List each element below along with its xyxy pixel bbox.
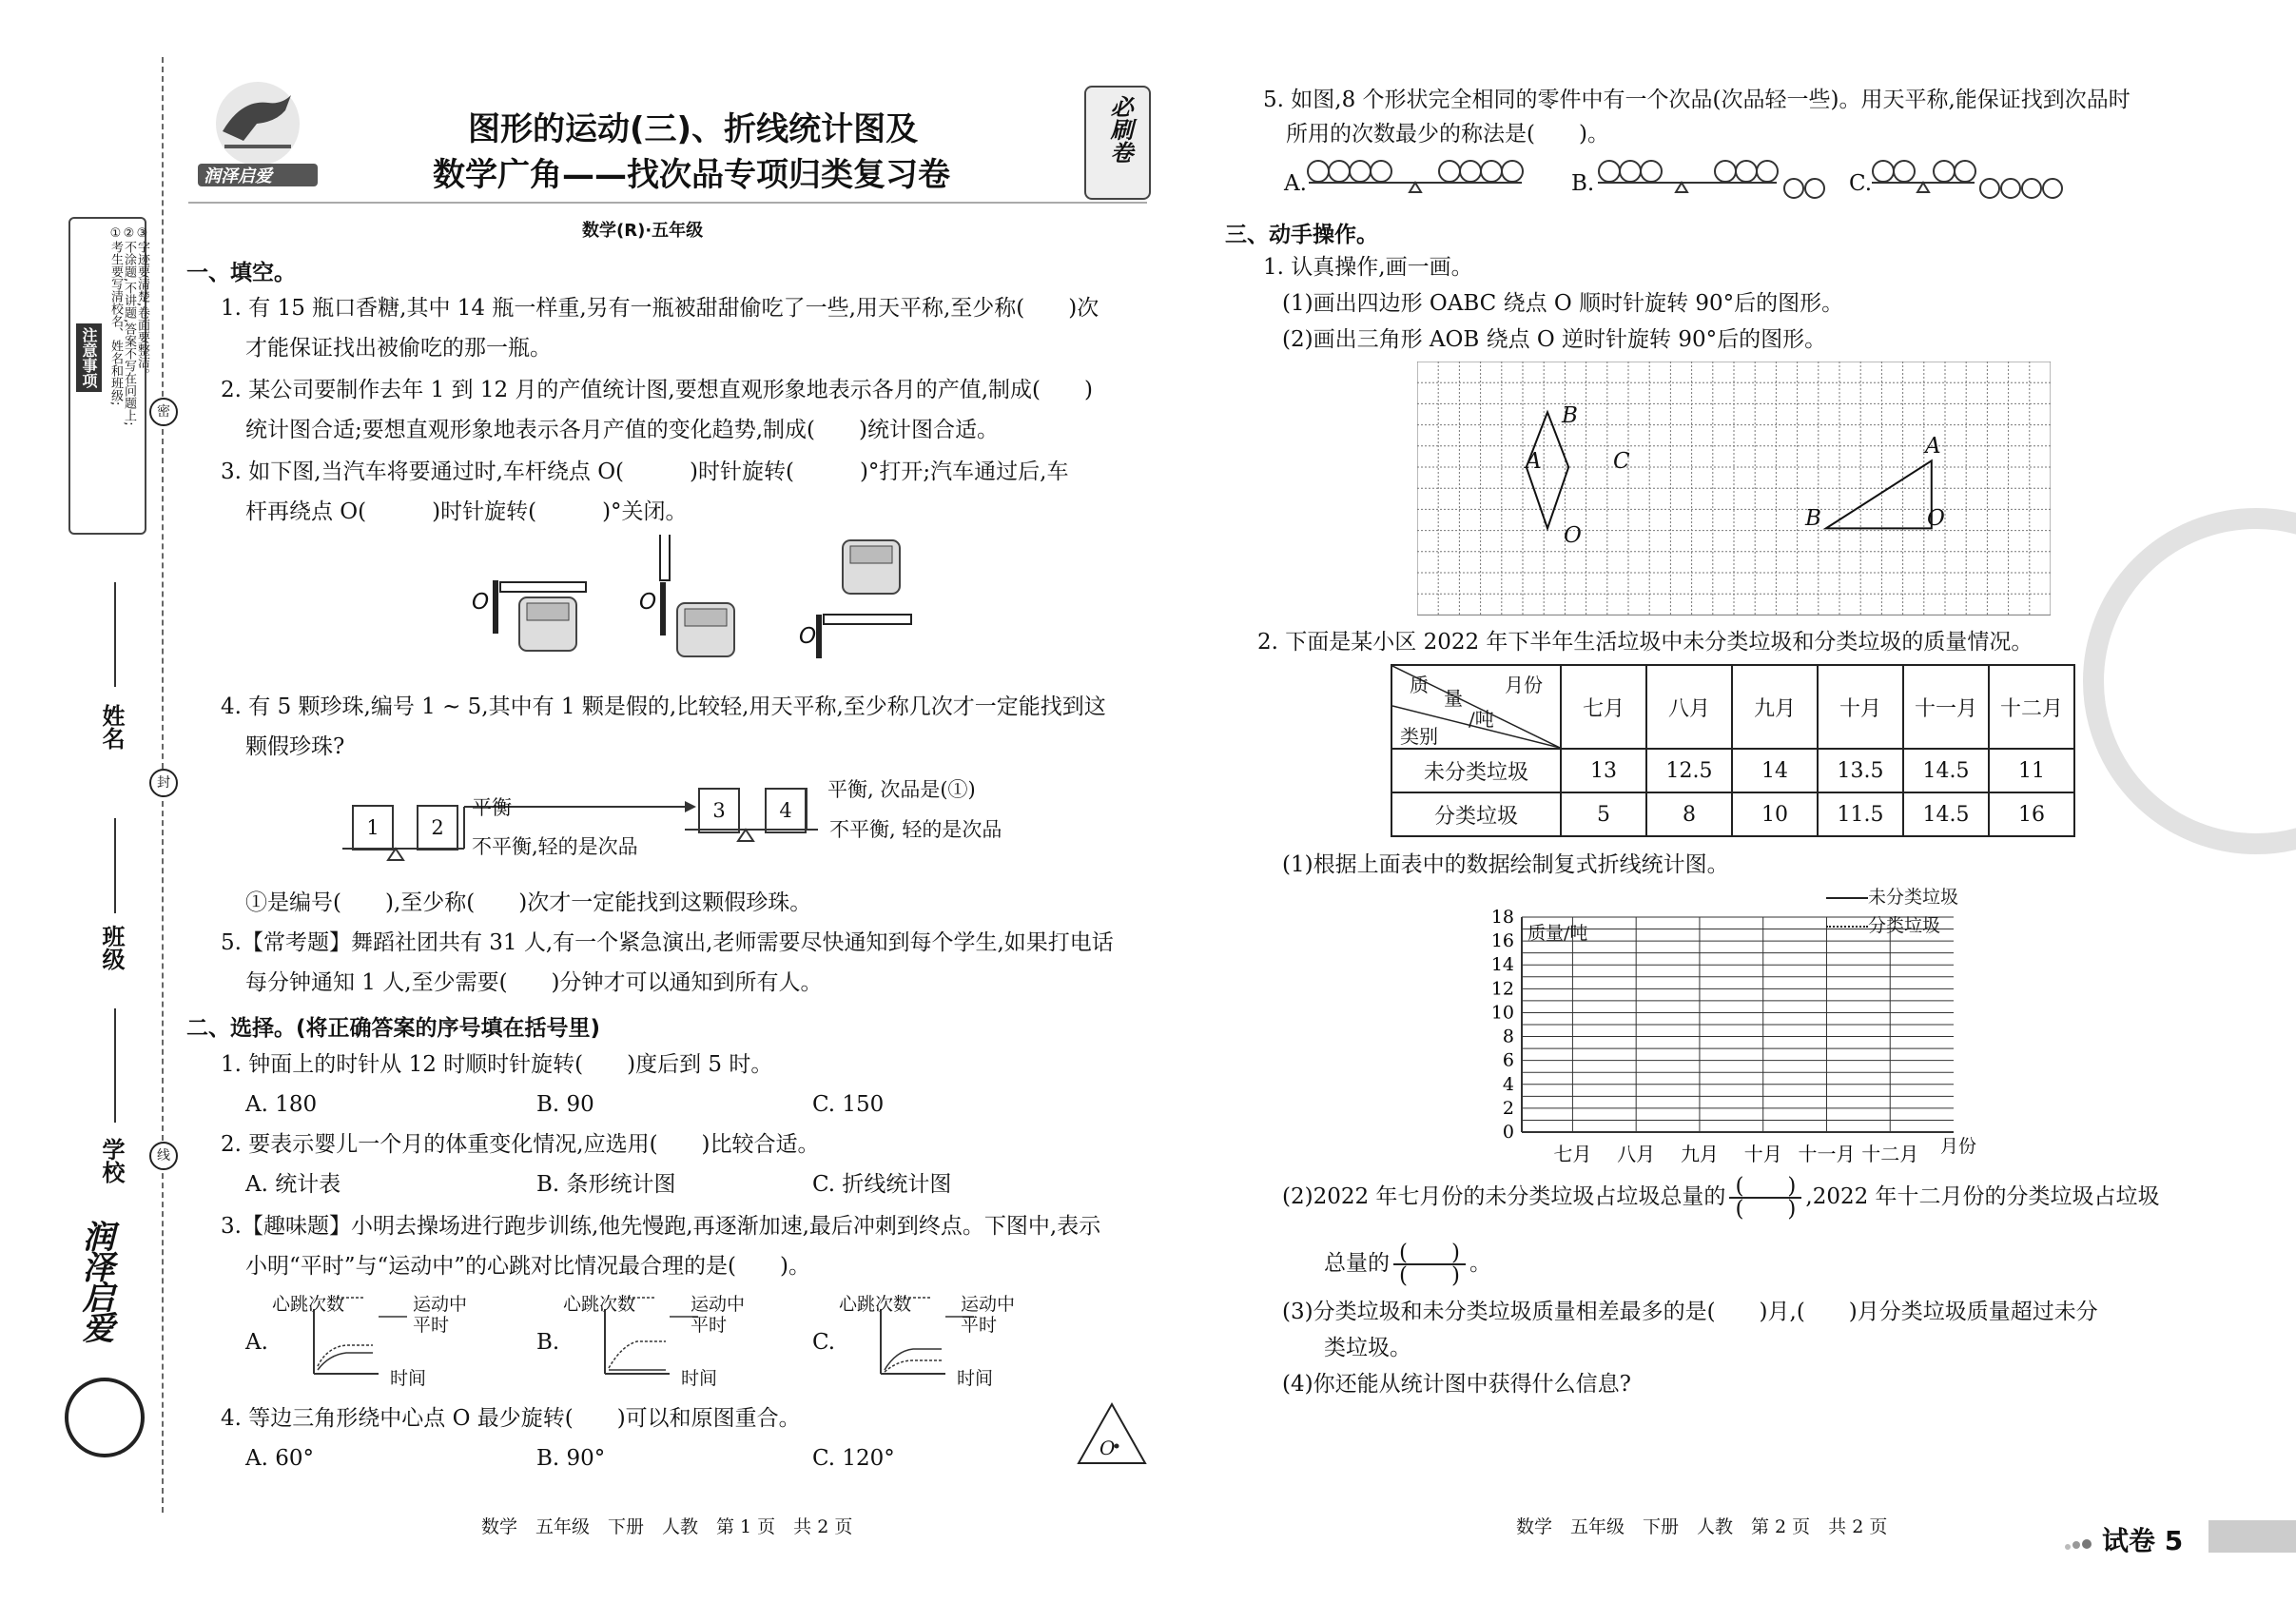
hr-a-xlabel: 时间 [390, 1368, 427, 1389]
corner-zhi: 质 [1410, 674, 1429, 696]
notice-line-2: ②不涂题,不讲题,答案不写在问题上; [122, 226, 136, 426]
p1-q4-line3: ①是编号( ),至少称( )次才一定能找到这颗假珍珠。 [245, 890, 812, 915]
y-tick-label: 12 [1490, 978, 1514, 1000]
p3-q2-3-line2: 类垃圾。 [1324, 1336, 1411, 1360]
p2-q1-opt-b[interactable]: B. 90 [536, 1092, 594, 1117]
table-cell: 14.5 [1903, 792, 1989, 836]
table-row [1391, 749, 2074, 792]
class-blank[interactable] [114, 818, 116, 913]
p1-q1-line2: 才能保证找出被偷吃的那一瓶。 [245, 336, 552, 361]
hr-c-leg2: 平时 [961, 1315, 998, 1336]
y-tick-label: 8 [1502, 1026, 1514, 1047]
p3-q1-1: (1)画出四边形 OABC 绕点 O 顺时针旋转 90°后的图形。 [1282, 291, 1844, 316]
p2-q1: 1. 钟面上的时针从 12 时顺时针旋转( )度后到 5 时。 [221, 1052, 773, 1077]
pearl-right-unbalanced: 不平衡, 轻的是次品 [829, 818, 1002, 841]
parts-balance-figure [1282, 152, 2119, 205]
table-corner [1391, 665, 1561, 749]
p3-q2-2-line1: (2)2022 年七月份的未分类垃圾占垃圾总量的 $\frac{( )}{( )} ,2022$ 年十二月份的分类垃圾占垃圾 [1282, 1174, 2160, 1222]
hr-b-leg1: 运动中 [691, 1294, 746, 1315]
hr-c-leg1: 运动中 [961, 1294, 1016, 1315]
p1-q2-line2: 统计图合适;要想直观形象地表示各月产值的变化趋势,制成( )统计图合适。 [245, 418, 1000, 442]
y-tick-label: 16 [1490, 930, 1514, 952]
footer-right: 数学 五年级 下册 人教 第 2 页 共 2 页 [1516, 1516, 1888, 1537]
quad-label-c: C [1613, 449, 1630, 474]
corner-category: 类别 [1400, 725, 1438, 748]
x-tick-label: 九月 [1680, 1143, 1719, 1165]
x-tick-label: 七月 [1553, 1143, 1592, 1165]
line-chart[interactable] [1465, 883, 1997, 1168]
x-tick-label: 十一月 [1798, 1143, 1856, 1165]
name-blank[interactable] [114, 582, 116, 687]
part3-heading: 三、动手操作。 [1225, 223, 1378, 247]
th-month: 九月 [1732, 665, 1818, 749]
table-cell: 10 [1732, 792, 1818, 836]
legend-series-1: 未分类垃圾 [1826, 883, 1958, 909]
p1-q4-line2: 颗假珍珠? [245, 734, 345, 759]
table-cell: 11.5 [1818, 792, 1903, 836]
table-cell: 5 [1561, 792, 1646, 836]
garbage-table [1391, 664, 2075, 837]
logo-vertical: 润泽启爱 [76, 1220, 114, 1341]
y-tick-label: 10 [1490, 1002, 1514, 1024]
p2-q4-opt-b[interactable]: B. 90° [536, 1446, 606, 1471]
hr-a-leg2: 平时 [413, 1315, 450, 1336]
chart-ylabel: 质量/吨 [1527, 923, 1588, 944]
gate3-o-label: O [799, 624, 817, 649]
table-cell: 13.5 [1818, 749, 1903, 792]
p2-q3-opt-c[interactable]: C. [812, 1330, 836, 1355]
hr-a-ylabel: 心跳次数 [272, 1294, 345, 1315]
p2-q1-opt-a[interactable]: A. 180 [245, 1092, 318, 1117]
header-rule [188, 202, 1147, 204]
table-cell: 11 [1989, 749, 2074, 792]
fraction-blank-1[interactable]: $\frac{( )}{( )}$ [1729, 1176, 1801, 1220]
badge-bar [2208, 1520, 2296, 1553]
tri-label-a: A [1925, 434, 1941, 459]
footer-left: 数学 五年级 下册 人教 第 1 页 共 2 页 [481, 1516, 853, 1537]
p3-q2-1: (1)根据上面表中的数据绘制复式折线统计图。 [1282, 852, 1729, 877]
p1-q3-line2: 杆再绕点 O( )时针旋转( )°关闭。 [245, 499, 688, 524]
corner-unit: /吨 [1469, 708, 1494, 731]
th-month: 七月 [1561, 665, 1646, 749]
notice-title: 注意事项 [76, 323, 102, 392]
quad-label-b: B [1562, 403, 1578, 428]
tri-label-b: B [1805, 506, 1821, 531]
p2-q2-opt-b[interactable]: B. 条形统计图 [536, 1172, 676, 1197]
corner-month: 月份 [1505, 674, 1543, 696]
p2-q4: 4. 等边三角形绕中心点 O 最少旋转( )可以和原图重合。 [221, 1406, 801, 1431]
gate2-o-label: O [639, 590, 657, 615]
seal-xian: 线 [149, 1142, 178, 1170]
corner-liang: 量 [1444, 687, 1463, 710]
p2-q3-opt-a[interactable]: A. [245, 1330, 268, 1355]
th-month: 十一月 [1903, 665, 1989, 749]
y-tick-label: 4 [1502, 1073, 1514, 1095]
school-label: 学校 [98, 1138, 125, 1183]
p2-q2-opt-c[interactable]: C. 折线统计图 [812, 1172, 952, 1197]
seal-feng: 封 [149, 769, 178, 797]
table-cell: 14 [1732, 749, 1818, 792]
hr-c-ylabel: 心跳次数 [839, 1294, 912, 1315]
y-tick-label: 18 [1490, 907, 1514, 928]
r-q5-opt-c[interactable]: C. [1849, 171, 1873, 196]
x-tick-label: 十月 [1743, 1143, 1782, 1165]
class-label: 班级 [98, 925, 125, 970]
p1-q3-line1: 3. 如下图,当汽车将要通过时,车杆绕点 O( )时针旋转( )°打开;汽车通过后,车 [221, 460, 1069, 484]
chart-xlabel: 月份 [1940, 1136, 1977, 1157]
logo-text: 润泽启爱 [204, 166, 272, 186]
y-tick-label: 0 [1502, 1122, 1514, 1143]
table-cell: 16 [1989, 792, 2074, 836]
hr-b-leg2: 平时 [691, 1315, 728, 1336]
title-line-2: 数学广角——找次品专项归类复习卷 [433, 156, 950, 194]
x-tick-label: 十二月 [1861, 1143, 1919, 1165]
legend-dotted-line [1826, 926, 1868, 928]
p2-q2-opt-a[interactable]: A. 统计表 [245, 1172, 341, 1197]
hr-b-xlabel: 时间 [681, 1368, 718, 1389]
y-tick-label: 14 [1490, 954, 1514, 976]
p3-q2-3-line1: (3)分类垃圾和未分类垃圾质量相差最多的是( )月,( )月分类垃圾质量超过未分 [1282, 1300, 2098, 1324]
pearl-box-3: 3 [698, 788, 740, 833]
p3-q2-2-line2: 总量的 $\frac{( )}{( )}$ 。 [1324, 1241, 1491, 1288]
triangle-figure: O [1075, 1400, 1149, 1467]
heart-rate-options [245, 1290, 1063, 1395]
logo [186, 76, 329, 188]
row-label: 未分类垃圾 [1391, 749, 1561, 792]
y-tick-label: 2 [1502, 1097, 1514, 1119]
hr-a-leg1: 运动中 [413, 1294, 468, 1315]
pearl-right-balanced: 平衡, 次品是(①) [827, 778, 976, 801]
pearl-box-2: 2 [417, 805, 458, 851]
pearl-box-4: 4 [765, 788, 807, 833]
title-line-1: 图形的运动(三)、折线统计图及 [468, 110, 919, 148]
notice-box [68, 217, 149, 535]
notice-line-3: ③字迹要清楚,卷面要整洁。 [135, 226, 149, 381]
table-row [1391, 792, 2074, 836]
p2-q3-line1: 3.【趣味题】小明去操场进行跑步训练,他先慢跑,再逐渐加速,最后冲刺到终点。下图中,表示 [221, 1214, 1101, 1239]
p2-q2: 2. 要表示婴儿一个月的体重变化情况,应选用( )比较合适。 [221, 1132, 820, 1157]
legend-series-2: 分类垃圾 [1826, 911, 1940, 937]
school-blank[interactable] [114, 1008, 116, 1123]
notice-line-1: ①考生要写清校名、姓名和班级; [108, 226, 123, 406]
p1-q5-line1: 5.【常考题】舞蹈社团共有 31 人,有一个紧急演出,老师需要尽快通知到每个学生,如果打电话 [221, 930, 1114, 955]
hr-b-ylabel: 心跳次数 [563, 1294, 636, 1315]
r-q5-line2: 所用的次数最少的称法是( )。 [1286, 122, 1609, 147]
seal-mi: 密 [149, 398, 178, 426]
x-tick-label: 八月 [1617, 1143, 1656, 1165]
gate1-o-label: O [472, 590, 490, 615]
p2-q1-opt-c[interactable]: C. 150 [812, 1092, 885, 1117]
r-q5-opt-a[interactable]: A. [1284, 171, 1307, 196]
th-month: 八月 [1646, 665, 1732, 749]
p2-q3-line2: 小明“平时”与“运动中”的心跳对比情况最合理的是( )。 [245, 1254, 810, 1279]
subject-label: 数学(R)·五年级 [582, 221, 704, 241]
p1-q1-line1: 1. 有 15 瓶口香糖,其中 14 瓶一样重,另有一瓶被甜甜偷吃了一些,用天平称,至少称( )次 [221, 296, 1099, 321]
tri-label-o: O [1927, 506, 1945, 531]
p3-q2: 2. 下面是某小区 2022 年下半年生活垃圾中未分类垃圾和分类垃圾的质量情况。 [1257, 630, 2033, 655]
pearl-balanced-label: 平衡 [472, 796, 512, 819]
quad-label-a: A [1526, 449, 1542, 474]
th-month: 十二月 [1989, 665, 2074, 749]
th-month: 十月 [1818, 665, 1903, 749]
page-badge: 试卷 5 [2102, 1525, 2184, 1556]
row-label: 分类垃圾 [1391, 792, 1561, 836]
p2-q3-opt-b[interactable]: B. [536, 1330, 560, 1355]
badge-dots-icon [2064, 1532, 2092, 1543]
table-cell: 13 [1561, 749, 1646, 792]
r-q5-line1: 5. 如图,8 个形状完全相同的零件中有一个次品(次品轻一些)。用天平称,能保证找到次品时 [1263, 88, 2131, 112]
r-q5-opt-b[interactable]: B. [1571, 171, 1595, 196]
pearl-box-1: 1 [352, 805, 394, 851]
triangle-aob [1826, 460, 1932, 528]
legend-solid-line [1826, 897, 1868, 899]
quad-label-o: O [1564, 523, 1582, 548]
pearl-unbalanced-label: 不平衡,轻的是次品 [472, 835, 638, 858]
table-cell: 12.5 [1646, 749, 1732, 792]
car-gate-figure [472, 535, 919, 658]
p2-q4-opt-a[interactable]: A. 60° [245, 1446, 314, 1471]
hr-c-xlabel: 时间 [957, 1368, 994, 1389]
p1-q4-line1: 4. 有 5 颗珍珠,编号 1 ~ 5,其中有 1 颗是假的,比较轻,用天平称,至少称几次才一定能找到这 [221, 694, 1106, 719]
part2-heading: 二、选择。(将正确答案的序号填在括号里) [186, 1016, 601, 1041]
p3-q1-2: (2)画出三角形 AOB 绕点 O 逆时针旋转 90°后的图形。 [1282, 327, 1827, 352]
p1-q5-line2: 每分钟通知 1 人,至少需要( )分钟才可以通知到所有人。 [245, 970, 823, 995]
watermark-seal-icon [2083, 508, 2296, 854]
drawing-grid[interactable] [1417, 362, 2051, 616]
p3-q2-4: (4)你还能从统计图中获得什么信息? [1282, 1372, 1631, 1397]
p3-q1: 1. 认真操作,画一画。 [1263, 255, 1473, 280]
y-tick-label: 6 [1502, 1049, 1514, 1071]
part1-heading: 一、填空。 [186, 261, 296, 285]
table-cell: 14.5 [1903, 749, 1989, 792]
side-badge: 必刷卷 [1084, 86, 1151, 200]
name-label: 姓名 [98, 704, 125, 750]
fraction-blank-2[interactable]: $\frac{( )}{( )}$ [1393, 1242, 1466, 1286]
p1-q2-line1: 2. 某公司要制作去年 1 到 12 月的产值统计图,要想直观形象地表示各月的产值,制成( ) [221, 378, 1093, 402]
table-cell: 8 [1646, 792, 1732, 836]
logo-horse-icon [65, 1378, 145, 1457]
p2-q4-opt-c[interactable]: C. 120° [812, 1446, 895, 1471]
